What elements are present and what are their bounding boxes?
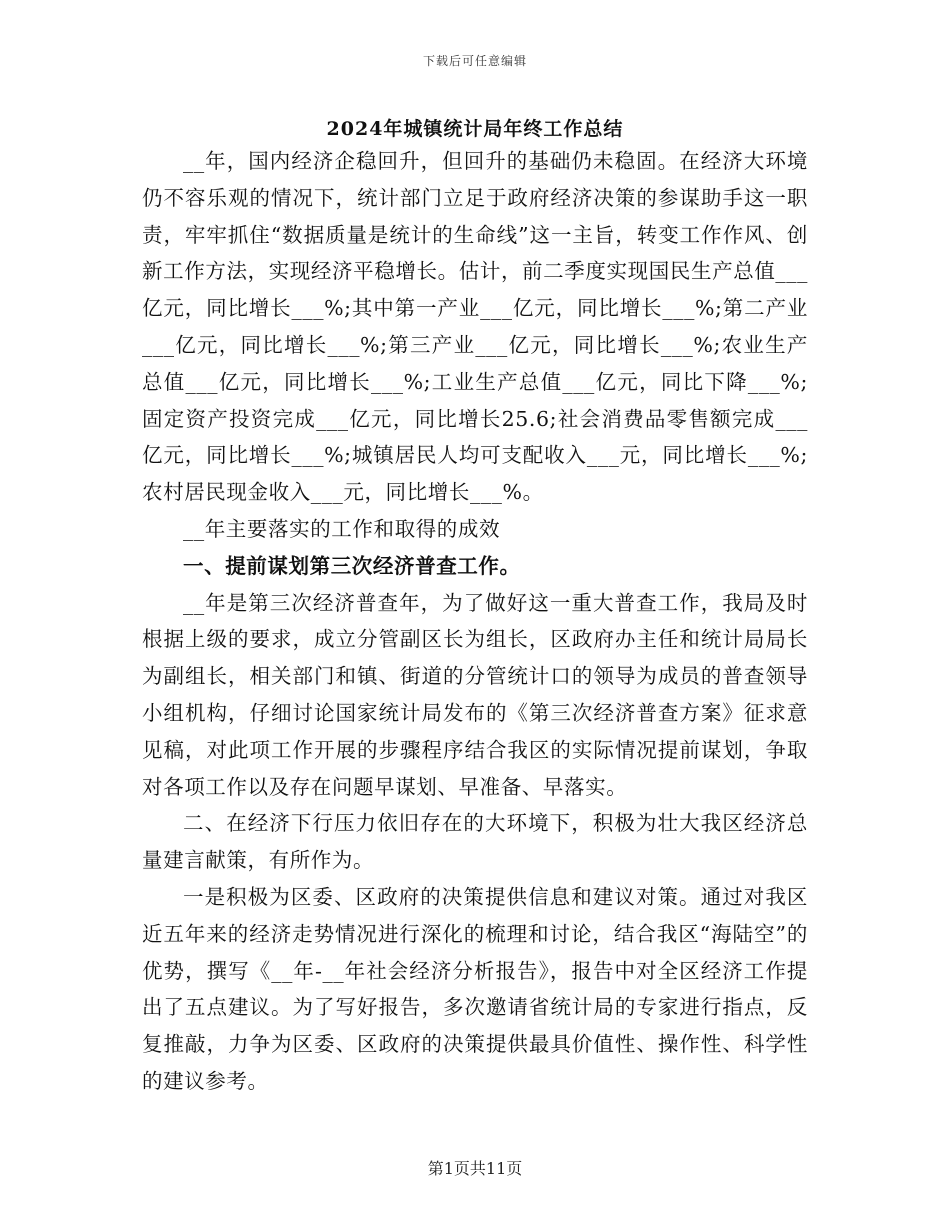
- census-paragraph: __年是第三次经济普查年，为了做好这一重大普查工作，我局及时根据上级的要求，成立分管副区长为组长，区政府办主任和统计局局长为副组长，相关部门和镇、街道的分管统计口的领导为成员的普查领导小组机构，仔细讨论国家统计局发布的《第三次经济普查方案》征求意见稿，对此项工作开展的步骤程序结合我区的实际情况提前谋划，争取对各项工作以及存在问题早谋划、早准备、早落实。: [142, 590, 808, 799]
- page-number: 第1页共11页: [427, 1159, 523, 1178]
- policy-advice-paragraph: 一是积极为区委、区政府的决策提供信息和建议对策。通过对我区近五年来的经济走势情况进行深化的梳理和讨论，结合我区“海陆空”的优势，撰写《__年-__年社会经济分析报告》，报告中对全区经济工作提出了五点建议。为了写好报告，多次邀请省统计局的专家进行指点，反复推敲，力争为区委、区政府的决策提供最具价值性、操作性、科学性的建议参考。: [142, 884, 808, 1093]
- document-body: [142, 143, 808, 1100]
- achievements-heading: __年主要落实的工作和取得的成效: [183, 516, 501, 541]
- intro-paragraph: __年，国内经济企稳回升，但回升的基础仍未稳固。在经济大环境仍不容乐观的情况下，统计部门立足于政府经济决策的参谋助手这一职责，牢牢抓住“数据质量是统计的生命线”这一主旨，转变工作作风、创新工作方法，实现经济平稳增长。估计，前二季度实现国民生产总值___亿元，同比增长___%;其中第一产业___亿元，同比增长___%;第二产业___亿元，同比增长___%;第三产业___亿元，同比增长___%;农业生产总值___亿元，同比增长___%;工业生产总值___亿元，同比下降___%;固定资产投资完成___亿元，同比增长25.6;社会消费品零售额完成___亿元，同比增长___%;城镇居民人均可支配收入___元，同比增长___%;农村居民现金收入___元，同比增长___%。: [142, 149, 808, 505]
- section-heading-1: 一、提前谋划第三次经济普查工作。: [183, 553, 521, 578]
- download-edit-note: 下载后可任意编辑: [422, 54, 527, 68]
- section-heading-2: 二、在经济下行压力依旧存在的大环境下，积极为壮大我区经济总量建言献策，有所作为。: [142, 811, 808, 873]
- document-title: 2024年城镇统计局年终工作总结: [326, 118, 624, 140]
